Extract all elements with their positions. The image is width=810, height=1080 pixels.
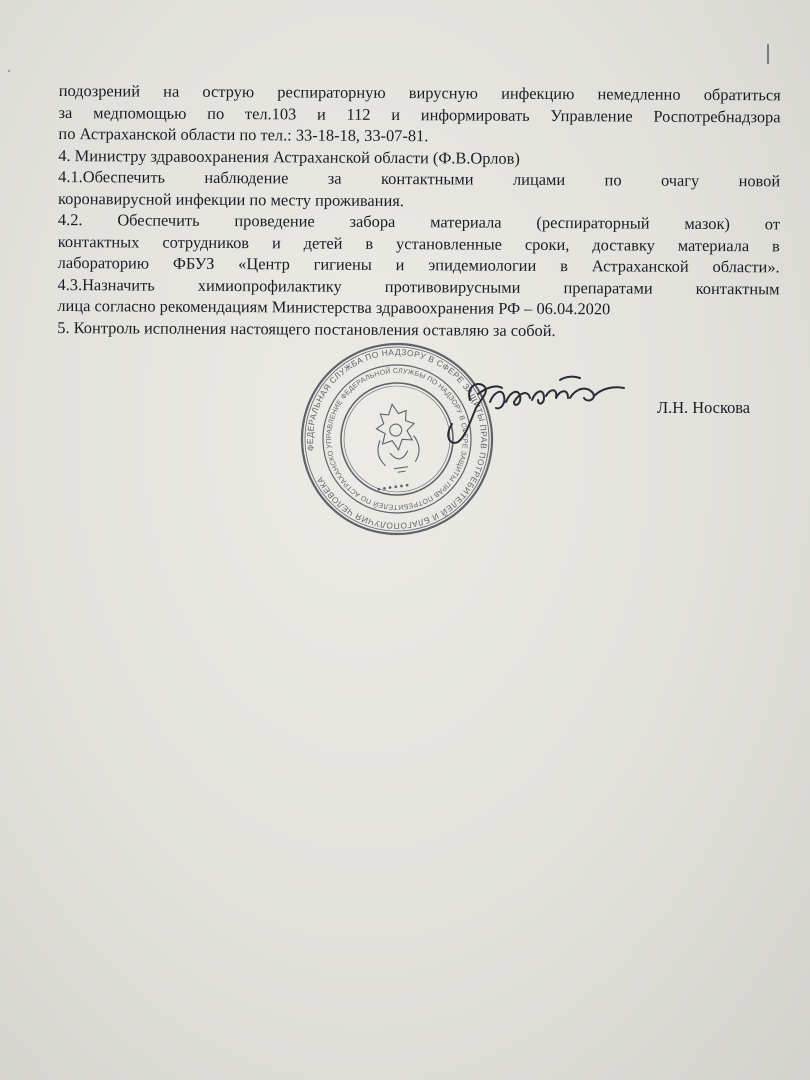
body-line: за медпомощью по тел.103 и 112 и информировать Управление Роспотребнадзора	[58, 102, 781, 126]
body-line: по Астраханской области по тел.: 33-18-18, 33-07-81.	[58, 124, 429, 146]
body-line: подозрений на острую респираторную вирусную инфекцию немедленно обратиться	[58, 81, 781, 105]
body-line: коронавирусной инфекции по месту проживания.	[58, 188, 404, 210]
document-body	[57, 80, 781, 342]
body-line: 4.1.Обеспечить наблюдение за контактными лицами по очагу новой	[58, 167, 781, 191]
stamp-inner-text: УПРАВЛЕНИЕ ФЕДЕРАЛЬНОЙ СЛУЖБЫ ПО НАДЗОРУ В СФЕРЕ ЗАЩИТЫ ПРАВ ПОТРЕБИТЕЛЕЙ ПО АСТРАХАНСКОЙ	[325, 367, 469, 511]
scan-dot-mark	[8, 70, 10, 72]
stamp-outer-text: ФЕДЕРАЛЬНАЯ СЛУЖБА ПО НАДЗОРУ В СФЕРЕ ЗАЩИТЫ ПРАВ ПОТРЕБИТЕЛЕЙ И БЛАГОПОЛУЧИЯ ЧЕЛОВЕКА	[304, 346, 490, 532]
body-line: 4.2. Обеспечить проведение забора материала (респираторный мазок) от	[57, 209, 780, 234]
svg-text:● ● ● ● ● ●: ● ● ● ● ● ●	[376, 481, 410, 494]
signer-name: Л.Н. Носкова	[657, 398, 751, 417]
body-line: контактных сотрудников и детей в установленные сроки, доставку материала в	[57, 231, 780, 255]
body-line: 5. Контроль исполнения настоящего постановления оставляю за собой.	[57, 317, 556, 340]
body-line: лица согласно рекомендациям Министерства здравоохранения РФ – 06.04.2020	[57, 295, 611, 319]
margin-mark	[767, 44, 769, 64]
handwritten-signature	[410, 358, 650, 448]
body-line: лабораторию ФБУЗ «Центр гигиены и эпидемиологии в Астраханской области».	[57, 252, 780, 277]
section-heading: 4. Министру здравоохранения Астраханской области (Ф.В.Орлов)	[58, 145, 520, 168]
body-line: 4.3.Назначить химиопрофилактику противовирусными препаратами контактным	[57, 274, 780, 298]
